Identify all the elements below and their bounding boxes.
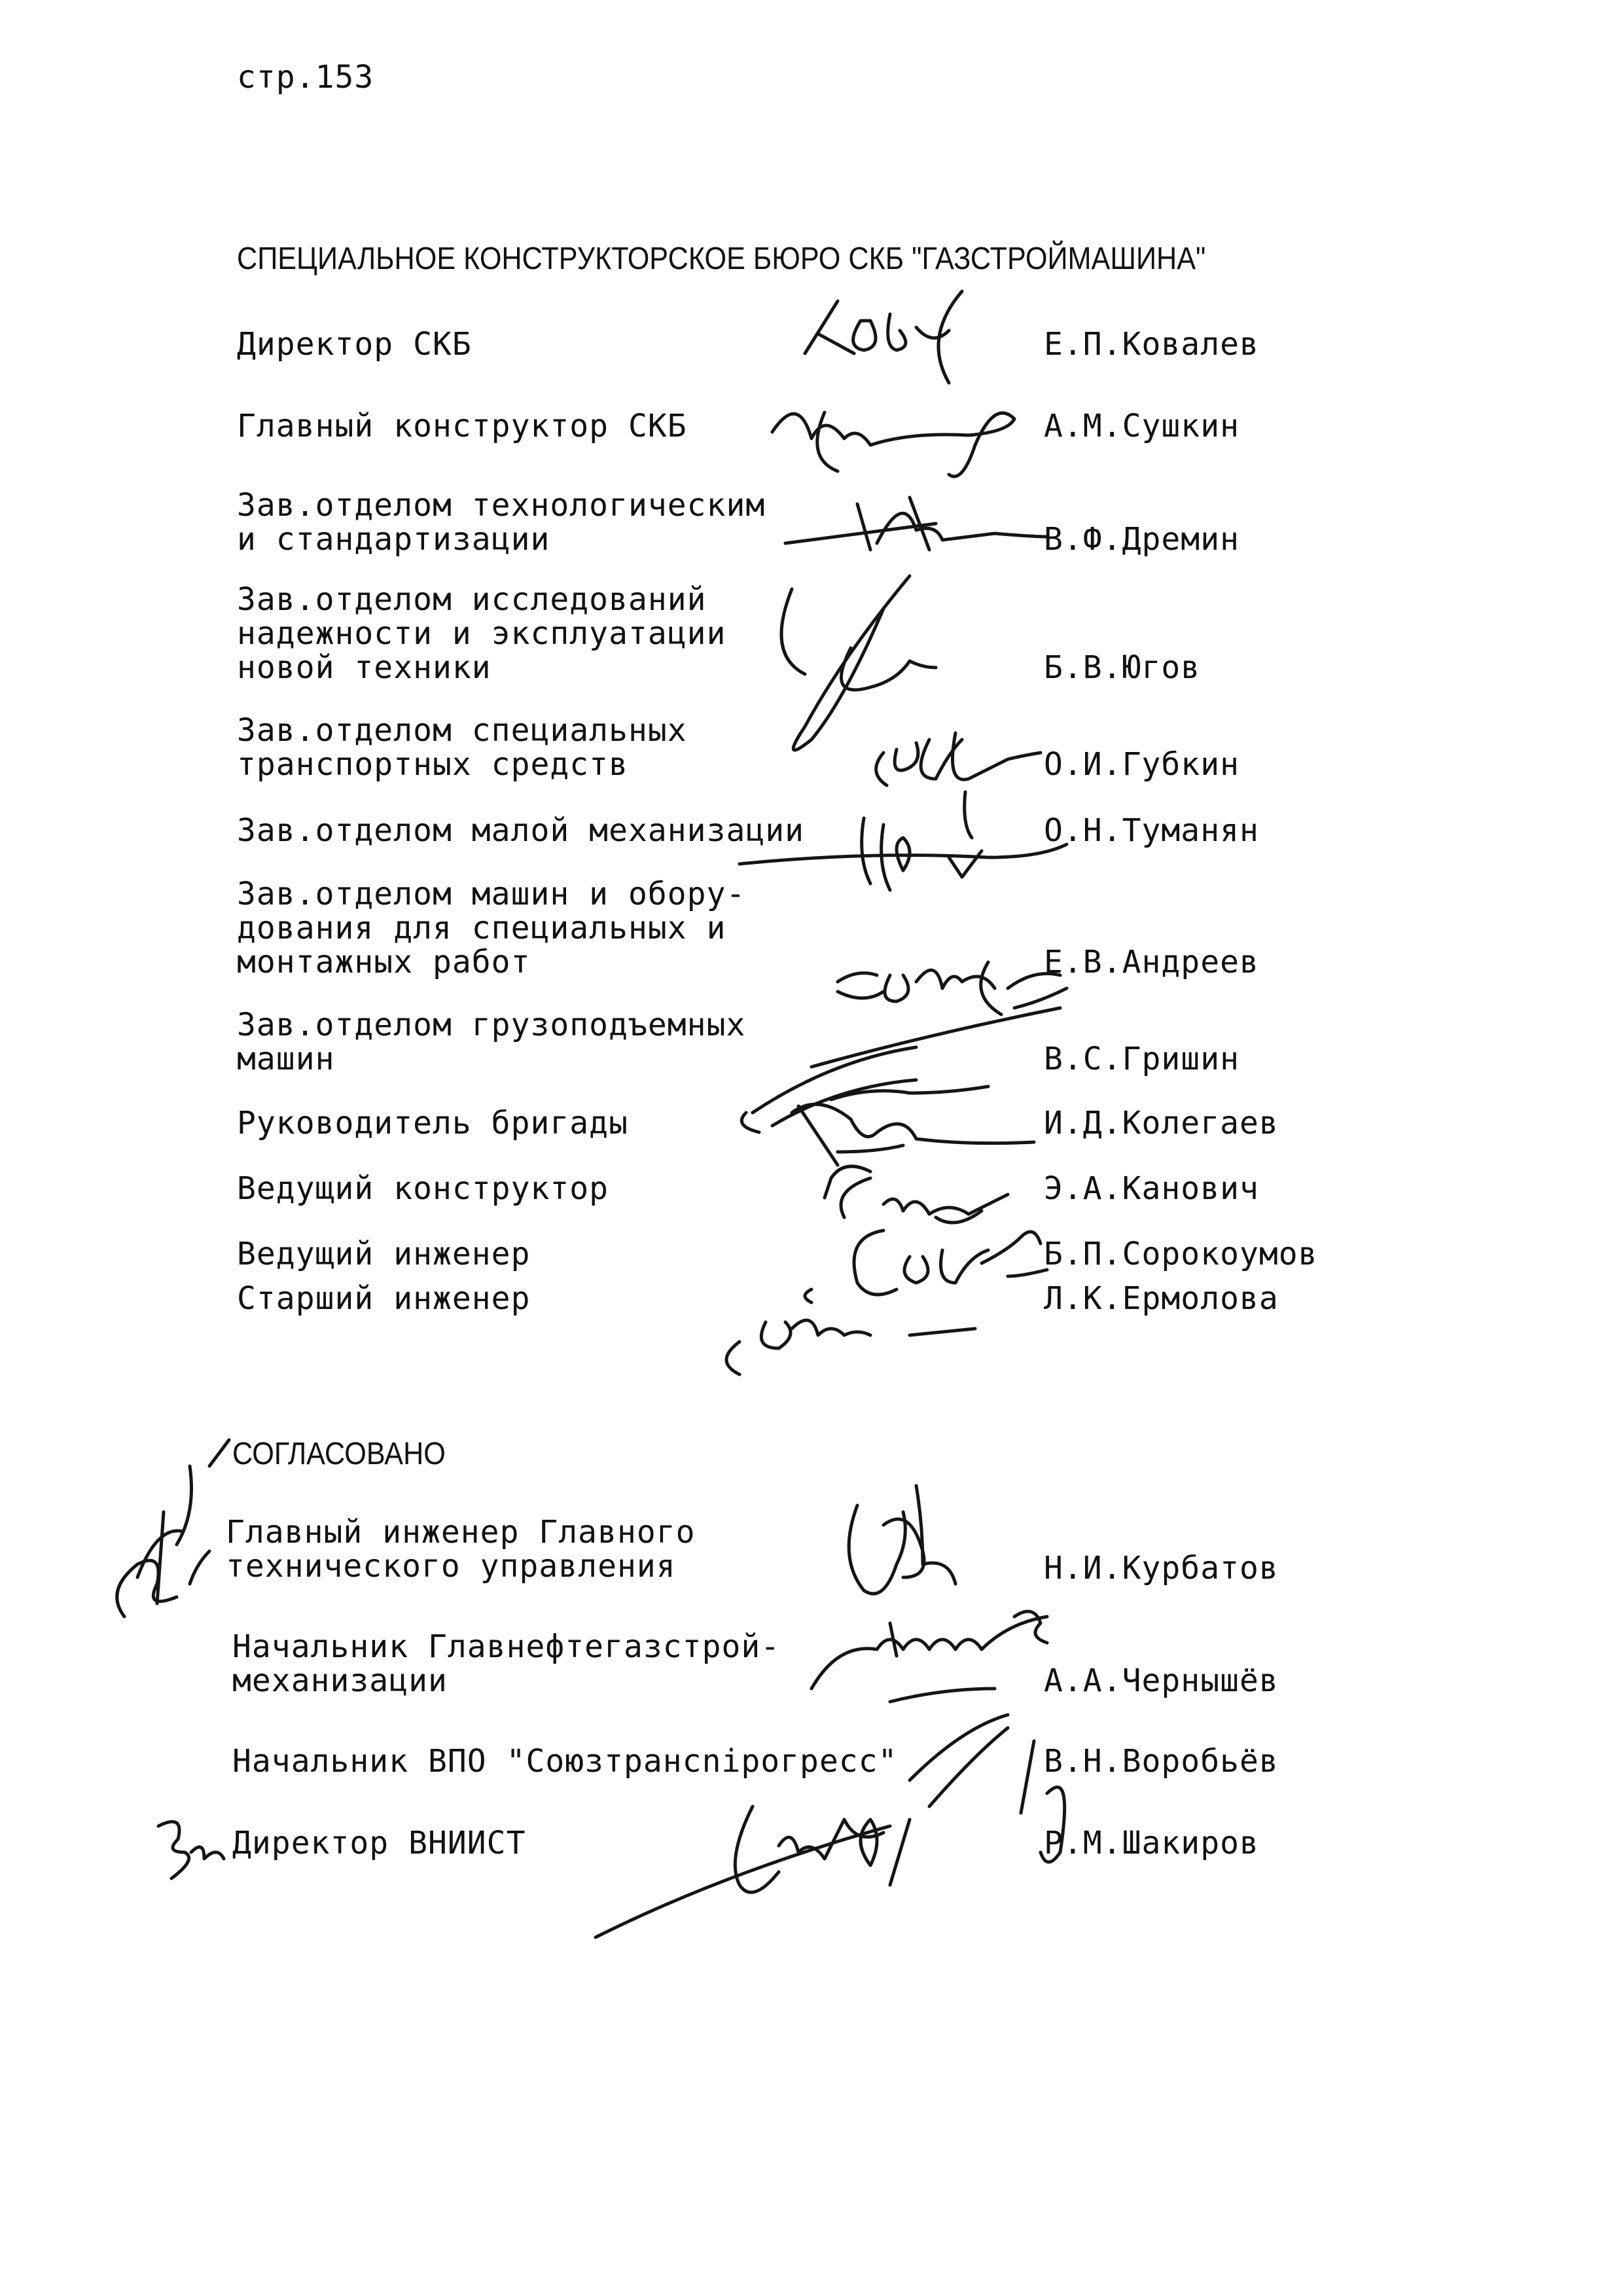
signature-kurbatov xyxy=(831,1473,1001,1669)
signature-chernyshev xyxy=(798,1590,1086,1721)
name-lead-engineer: Б.П.Сорокоумов xyxy=(1044,1236,1318,1272)
name-senior-engineer: Л.К.Ермолова xyxy=(1044,1280,1279,1317)
position-glavneftegaz: Начальник Главнефтегазстрой- механизации xyxy=(232,1628,781,1699)
position-tech-dept: Зав.отделом технологическим и стандартизации xyxy=(237,487,766,558)
signature-initials-vniist xyxy=(152,1813,230,1878)
agreed-heading: СОГЛАСОВАНО xyxy=(232,1437,446,1471)
signature-kovalev xyxy=(792,281,1027,386)
position-small-mech-dept: Зав.отделом малой механизации xyxy=(237,812,805,849)
position-vniist: Директор ВНИИСТ xyxy=(232,1825,526,1861)
position-team-lead: Руководитель бригады xyxy=(237,1105,628,1141)
name-vpo: В.Н.Воробьёв xyxy=(1044,1743,1279,1780)
position-lead-designer: Ведущий конструктор xyxy=(237,1170,609,1207)
name-reliability-dept: Б.В.Югов xyxy=(1044,649,1201,686)
name-vniist: Р.М.Шакиров xyxy=(1044,1825,1259,1861)
signature-sorokoumov xyxy=(838,1211,1060,1316)
name-chief-designer: А.М.Сушкин xyxy=(1044,408,1240,444)
page-number: стр.153 xyxy=(237,59,374,96)
organization-title: СПЕЦИАЛЬНОЕ КОНСТРУКТОРСКОЕ БЮРО СКБ "ГАЗСТРОЙМАШИНА" xyxy=(237,242,1206,276)
position-lead-engineer: Ведущий инженер xyxy=(237,1236,531,1272)
signature-kanovich xyxy=(805,1152,1041,1244)
name-director: Е.П.Ковалев xyxy=(1044,326,1259,363)
position-transport-dept: Зав.отделом специальных транспортных средств xyxy=(237,712,687,783)
signature-kolegaev xyxy=(733,1086,1060,1178)
position-chief-designer: Главный конструктор СКБ xyxy=(237,408,687,444)
signature-sushkin xyxy=(759,386,1047,484)
signature-dremin xyxy=(779,484,1054,569)
name-chief-engineer-gtu: Н.И.Курбатов xyxy=(1044,1550,1279,1587)
position-lifting-dept: Зав.отделом грузоподъемных машин xyxy=(237,1007,746,1077)
name-tech-dept: В.Ф.Дремин xyxy=(1044,521,1240,558)
name-lifting-dept: В.С.Гришин xyxy=(1044,1041,1240,1077)
name-transport-dept: О.И.Губкин xyxy=(1044,746,1240,783)
position-vpo: Начальник ВПО "Союзтрансniрогресс" xyxy=(232,1743,898,1780)
position-machinery-dept: Зав.отделом машин и обору- дования для специальных и монтажных работ xyxy=(237,876,746,980)
signature-ermolova xyxy=(687,1276,988,1381)
position-reliability-dept: Зав.отделом исследований надежности и эксплуатации новой техники xyxy=(237,581,726,686)
name-lead-designer: Э.А.Канович xyxy=(1044,1170,1259,1207)
name-team-lead: И.Д.Колегаев xyxy=(1044,1105,1279,1141)
signature-grishin xyxy=(733,995,1060,1152)
name-machinery-dept: Е.В.Андреев xyxy=(1044,944,1259,980)
signature-andreev xyxy=(825,936,1073,1028)
signature-yugov xyxy=(753,563,975,759)
signature-shakirov xyxy=(576,1767,982,1964)
name-small-mech-dept: О.Н.Туманян xyxy=(1044,812,1259,849)
position-director: Директор СКБ xyxy=(237,326,472,363)
name-glavneftegaz: А.А.Чернышёв xyxy=(1044,1662,1279,1699)
signature-agreed-margin xyxy=(92,1433,236,1630)
position-chief-engineer-gtu: Главный инженер Главного технического управления xyxy=(226,1514,696,1585)
signature-gubkin xyxy=(864,720,1054,851)
position-senior-engineer: Старший инженер xyxy=(237,1280,531,1317)
